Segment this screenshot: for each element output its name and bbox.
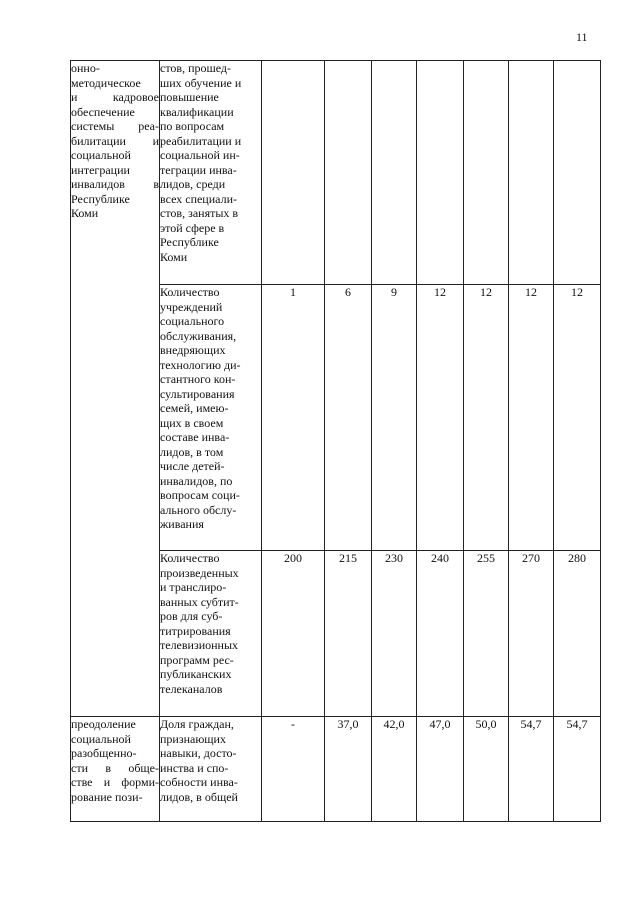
value-cell: 12: [509, 285, 554, 551]
text-line: инвалидов в: [71, 177, 159, 191]
value-cell: 54,7: [554, 717, 601, 822]
text-line: стантного кон-: [160, 372, 236, 386]
text-line: стве и форми-: [71, 775, 159, 789]
value-cell: -: [262, 717, 325, 822]
value-cell: 1: [262, 285, 325, 551]
value-cell: 12: [417, 285, 464, 551]
text-line: теграции инва-: [160, 162, 237, 177]
text-line: онно-: [71, 61, 100, 75]
value-cell: 230: [372, 551, 417, 717]
text-line: социального: [160, 314, 225, 328]
text-line: признающих: [160, 731, 226, 746]
text-line: щих в своем: [160, 415, 224, 430]
text-line: живания: [160, 517, 204, 531]
text-line: лидов, в том: [160, 444, 224, 459]
text-line: социальной: [71, 731, 131, 746]
text-line: всех специали-: [160, 191, 237, 206]
text-line: программ рес-: [160, 652, 234, 667]
value-cell: [417, 61, 464, 285]
value-cell: 280: [554, 551, 601, 717]
page-number: 11: [576, 30, 588, 44]
text-line: вопросам соци-: [160, 488, 240, 502]
text-line: собности инва-: [160, 775, 238, 789]
table-row: [71, 717, 601, 822]
value-cell: 270: [509, 551, 554, 717]
text-line: социальной ин-: [160, 148, 240, 162]
text-line: инства и спо-: [160, 760, 229, 775]
text-line: Доля граждан,: [160, 717, 234, 731]
indicator-cell: [160, 717, 262, 822]
text-line: Количество: [160, 551, 220, 565]
value-cell: 12: [464, 285, 509, 551]
value-cell: 255: [464, 551, 509, 717]
text-line: Количество: [160, 285, 220, 299]
text-line: квалификации: [160, 104, 234, 119]
text-line: системы реа-: [71, 119, 159, 133]
text-line: Республике: [160, 235, 219, 249]
value-cell: 240: [417, 551, 464, 717]
value-cell: [464, 61, 509, 285]
text-line: Коми: [71, 206, 99, 220]
text-line: произведенных: [160, 565, 239, 580]
text-line: внедряющих: [160, 343, 226, 357]
text-line: числе детей-: [160, 459, 225, 473]
text-line: интеграции: [71, 162, 130, 177]
value-cell: 9: [372, 285, 417, 551]
text-line: этой сфере в: [160, 220, 225, 235]
text-line: рование пози-: [71, 789, 143, 804]
text-line: ших обучение и: [160, 75, 242, 90]
text-line: обеспечение: [71, 104, 135, 119]
text-line: навыки, досто-: [160, 746, 237, 760]
text-line: методическое: [71, 75, 141, 90]
text-line: лидов, среди: [160, 177, 226, 191]
value-cell: 50,0: [464, 717, 509, 822]
program-indicators-table: [70, 60, 601, 822]
text-line: социальной: [71, 148, 131, 162]
text-line: Республике: [71, 191, 130, 206]
table-row: [71, 61, 601, 285]
text-line: ванных субтит-: [160, 594, 239, 609]
value-cell: 12: [554, 285, 601, 551]
text-line: ров для суб-: [160, 609, 223, 623]
indicator-cell: [160, 61, 262, 285]
text-line: составе инва-: [160, 430, 230, 444]
text-line: сультирования: [160, 386, 235, 401]
value-cell: [509, 61, 554, 285]
text-line: телевизионных: [160, 638, 239, 652]
text-line: билитации и: [71, 133, 159, 148]
value-cell: 42,0: [372, 717, 417, 822]
value-cell: [325, 61, 372, 285]
text-line: и транслиро-: [160, 580, 227, 594]
text-line: разобщенно-: [71, 746, 137, 760]
text-line: инвалидов, по: [160, 473, 233, 488]
value-cell: [554, 61, 601, 285]
text-line: стов, занятых в: [160, 206, 239, 220]
indicator-cell: [160, 551, 262, 717]
value-cell: 200: [262, 551, 325, 717]
text-line: и кадровое: [71, 90, 159, 104]
text-line: стов, прошед-: [160, 61, 232, 75]
value-cell: 6: [325, 285, 372, 551]
value-cell: [372, 61, 417, 285]
text-line: по вопросам: [160, 119, 225, 133]
text-line: титрирования: [160, 623, 231, 638]
value-cell: 47,0: [417, 717, 464, 822]
text-line: телеканалов: [160, 681, 223, 696]
text-line: повышение: [160, 90, 219, 104]
text-line: семей, имею-: [160, 401, 229, 415]
value-cell: [262, 61, 325, 285]
text-line: учреждений: [160, 299, 223, 314]
text-line: преодоление: [71, 717, 136, 731]
value-cell: 37,0: [325, 717, 372, 822]
category-cell: [71, 717, 160, 822]
text-line: обслуживания,: [160, 328, 237, 343]
category-cell: [71, 61, 160, 717]
text-line: лидов, в общей: [160, 789, 238, 804]
text-line: ального обслу-: [160, 502, 237, 517]
text-line: публиканских: [160, 667, 232, 681]
value-cell: 215: [325, 551, 372, 717]
text-line: сти в обще-: [71, 760, 159, 775]
indicator-cell: [160, 285, 262, 551]
value-cell: 54,7: [509, 717, 554, 822]
text-line: реабилитации и: [160, 133, 242, 148]
text-line: технологию ди-: [160, 357, 241, 372]
text-line: Коми: [160, 249, 188, 264]
